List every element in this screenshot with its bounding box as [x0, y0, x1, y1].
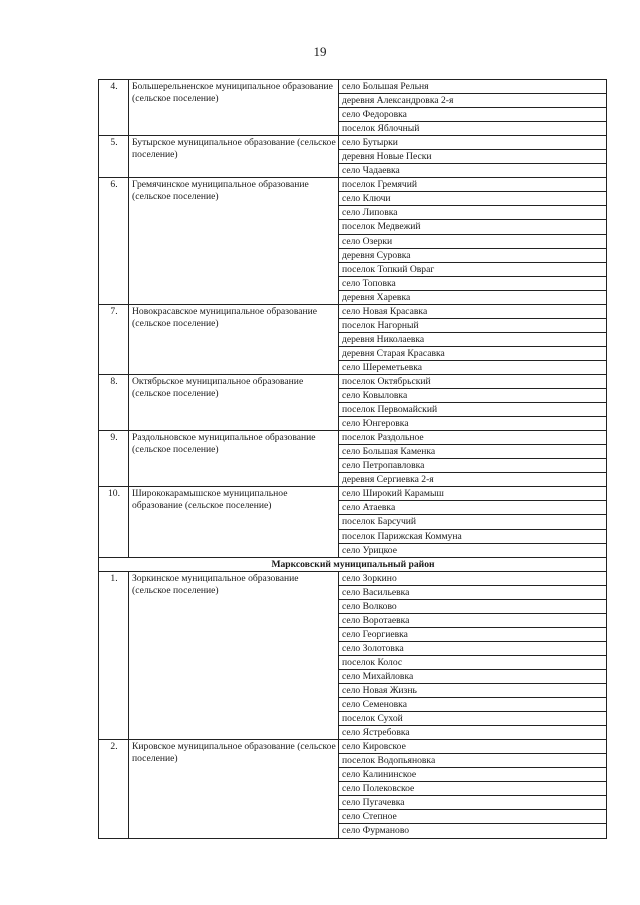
settlement-name: село Юнгеровка — [339, 417, 607, 431]
settlement-name: поселок Сухой — [339, 712, 607, 726]
settlement-name: деревня Суровка — [339, 248, 607, 262]
row-number: 5. — [99, 136, 129, 178]
settlement-name: село Урицкое — [339, 543, 607, 557]
settlement-name: село Степное — [339, 810, 607, 824]
settlement-name: село Липовка — [339, 206, 607, 220]
municipality-name: Ширококарамышское муниципальное образование (сельское поселение) — [129, 487, 339, 557]
settlement-name: деревня Сергиевка 2-я — [339, 473, 607, 487]
settlement-name: село Калининское — [339, 768, 607, 782]
municipality-name: Новокрасавское муниципальное образование (сельское поселение) — [129, 304, 339, 374]
settlement-name: село Золотовка — [339, 641, 607, 655]
table-row — [99, 740, 607, 754]
settlement-name: село Кировское — [339, 740, 607, 754]
row-number: 7. — [99, 304, 129, 374]
settlement-name: село Топовка — [339, 276, 607, 290]
row-number: 10. — [99, 487, 129, 557]
table-row — [99, 80, 607, 94]
table-row — [99, 374, 607, 388]
table-row — [99, 487, 607, 501]
settlement-name: деревня Новые Пески — [339, 150, 607, 164]
settlement-name: село Васильевка — [339, 585, 607, 599]
settlement-name: село Большая Каменка — [339, 445, 607, 459]
settlement-name: село Петропавловка — [339, 459, 607, 473]
settlement-name: село Ковыловка — [339, 389, 607, 403]
row-number: 1. — [99, 571, 129, 740]
settlement-name: село Зоркино — [339, 571, 607, 585]
table-row — [99, 136, 607, 150]
table-row — [99, 571, 607, 585]
settlement-name: село Фурманово — [339, 824, 607, 838]
settlement-name: поселок Колос — [339, 655, 607, 669]
row-number: 8. — [99, 374, 129, 430]
municipality-name: Зоркинское муниципальное образование (сельское поселение) — [129, 571, 339, 740]
settlement-name: деревня Николаевка — [339, 332, 607, 346]
settlement-name: село Атаевка — [339, 501, 607, 515]
settlement-name: село Федоровка — [339, 108, 607, 122]
page-number: 19 — [313, 44, 327, 59]
settlement-name: поселок Октябрьский — [339, 374, 607, 388]
table-row — [99, 304, 607, 318]
settlement-name: деревня Александровка 2-я — [339, 94, 607, 108]
settlement-name: поселок Парижская Коммуна — [339, 529, 607, 543]
row-number: 9. — [99, 431, 129, 487]
municipality-name: Октябрьское муниципальное образование (сельское поселение) — [129, 374, 339, 430]
municipality-name: Бутырское муниципальное образование (сельское поселение) — [129, 136, 339, 178]
settlement-name: село Шереметьевка — [339, 360, 607, 374]
settlements-register-table — [98, 79, 607, 839]
settlement-name: поселок Водопьяновка — [339, 754, 607, 768]
settlement-name: село Семеновка — [339, 698, 607, 712]
settlement-name: село Большая Рельня — [339, 80, 607, 94]
settlement-name: село Новая Жизнь — [339, 684, 607, 698]
settlement-name: село Озерки — [339, 234, 607, 248]
settlement-name: село Волково — [339, 599, 607, 613]
settlement-name: село Бутырки — [339, 136, 607, 150]
municipality-name: Большерельненское муниципальное образование (сельское поселение) — [129, 80, 339, 136]
settlement-name: село Полековское — [339, 782, 607, 796]
settlement-name: поселок Раздольное — [339, 431, 607, 445]
settlement-name: поселок Нагорный — [339, 318, 607, 332]
settlement-name: село Воротаевка — [339, 613, 607, 627]
settlement-name: село Михайловка — [339, 669, 607, 683]
row-number: 2. — [99, 740, 129, 838]
settlement-name: село Ключи — [339, 192, 607, 206]
settlement-name: село Чадаевка — [339, 164, 607, 178]
row-number: 6. — [99, 178, 129, 304]
municipality-name: Кировское муниципальное образование (сельское поселение) — [129, 740, 339, 838]
municipality-name: Раздольновское муниципальное образование (сельское поселение) — [129, 431, 339, 487]
settlement-name: поселок Барсучий — [339, 515, 607, 529]
settlement-name: село Георгиевка — [339, 627, 607, 641]
settlement-name: село Широкий Карамыш — [339, 487, 607, 501]
settlement-name: поселок Первомайский — [339, 403, 607, 417]
table-row — [99, 178, 607, 192]
settlement-name: деревня Старая Красавка — [339, 346, 607, 360]
settlement-name: поселок Яблочный — [339, 122, 607, 136]
register-body — [99, 80, 607, 839]
row-number: 4. — [99, 80, 129, 136]
settlement-name: село Пугачевка — [339, 796, 607, 810]
settlement-name: поселок Топкий Овраг — [339, 262, 607, 276]
district-name: Марксовский муниципальный район — [99, 557, 607, 571]
settlement-name: поселок Медвежий — [339, 220, 607, 234]
settlement-name: село Ястребовка — [339, 726, 607, 740]
settlement-name: поселок Гремячий — [339, 178, 607, 192]
settlement-name: село Новая Красавка — [339, 304, 607, 318]
municipality-name: Гремячинское муниципальное образование (сельское поселение) — [129, 178, 339, 304]
district-header-row — [99, 557, 607, 571]
settlement-name: деревня Харевка — [339, 290, 607, 304]
table-row — [99, 431, 607, 445]
